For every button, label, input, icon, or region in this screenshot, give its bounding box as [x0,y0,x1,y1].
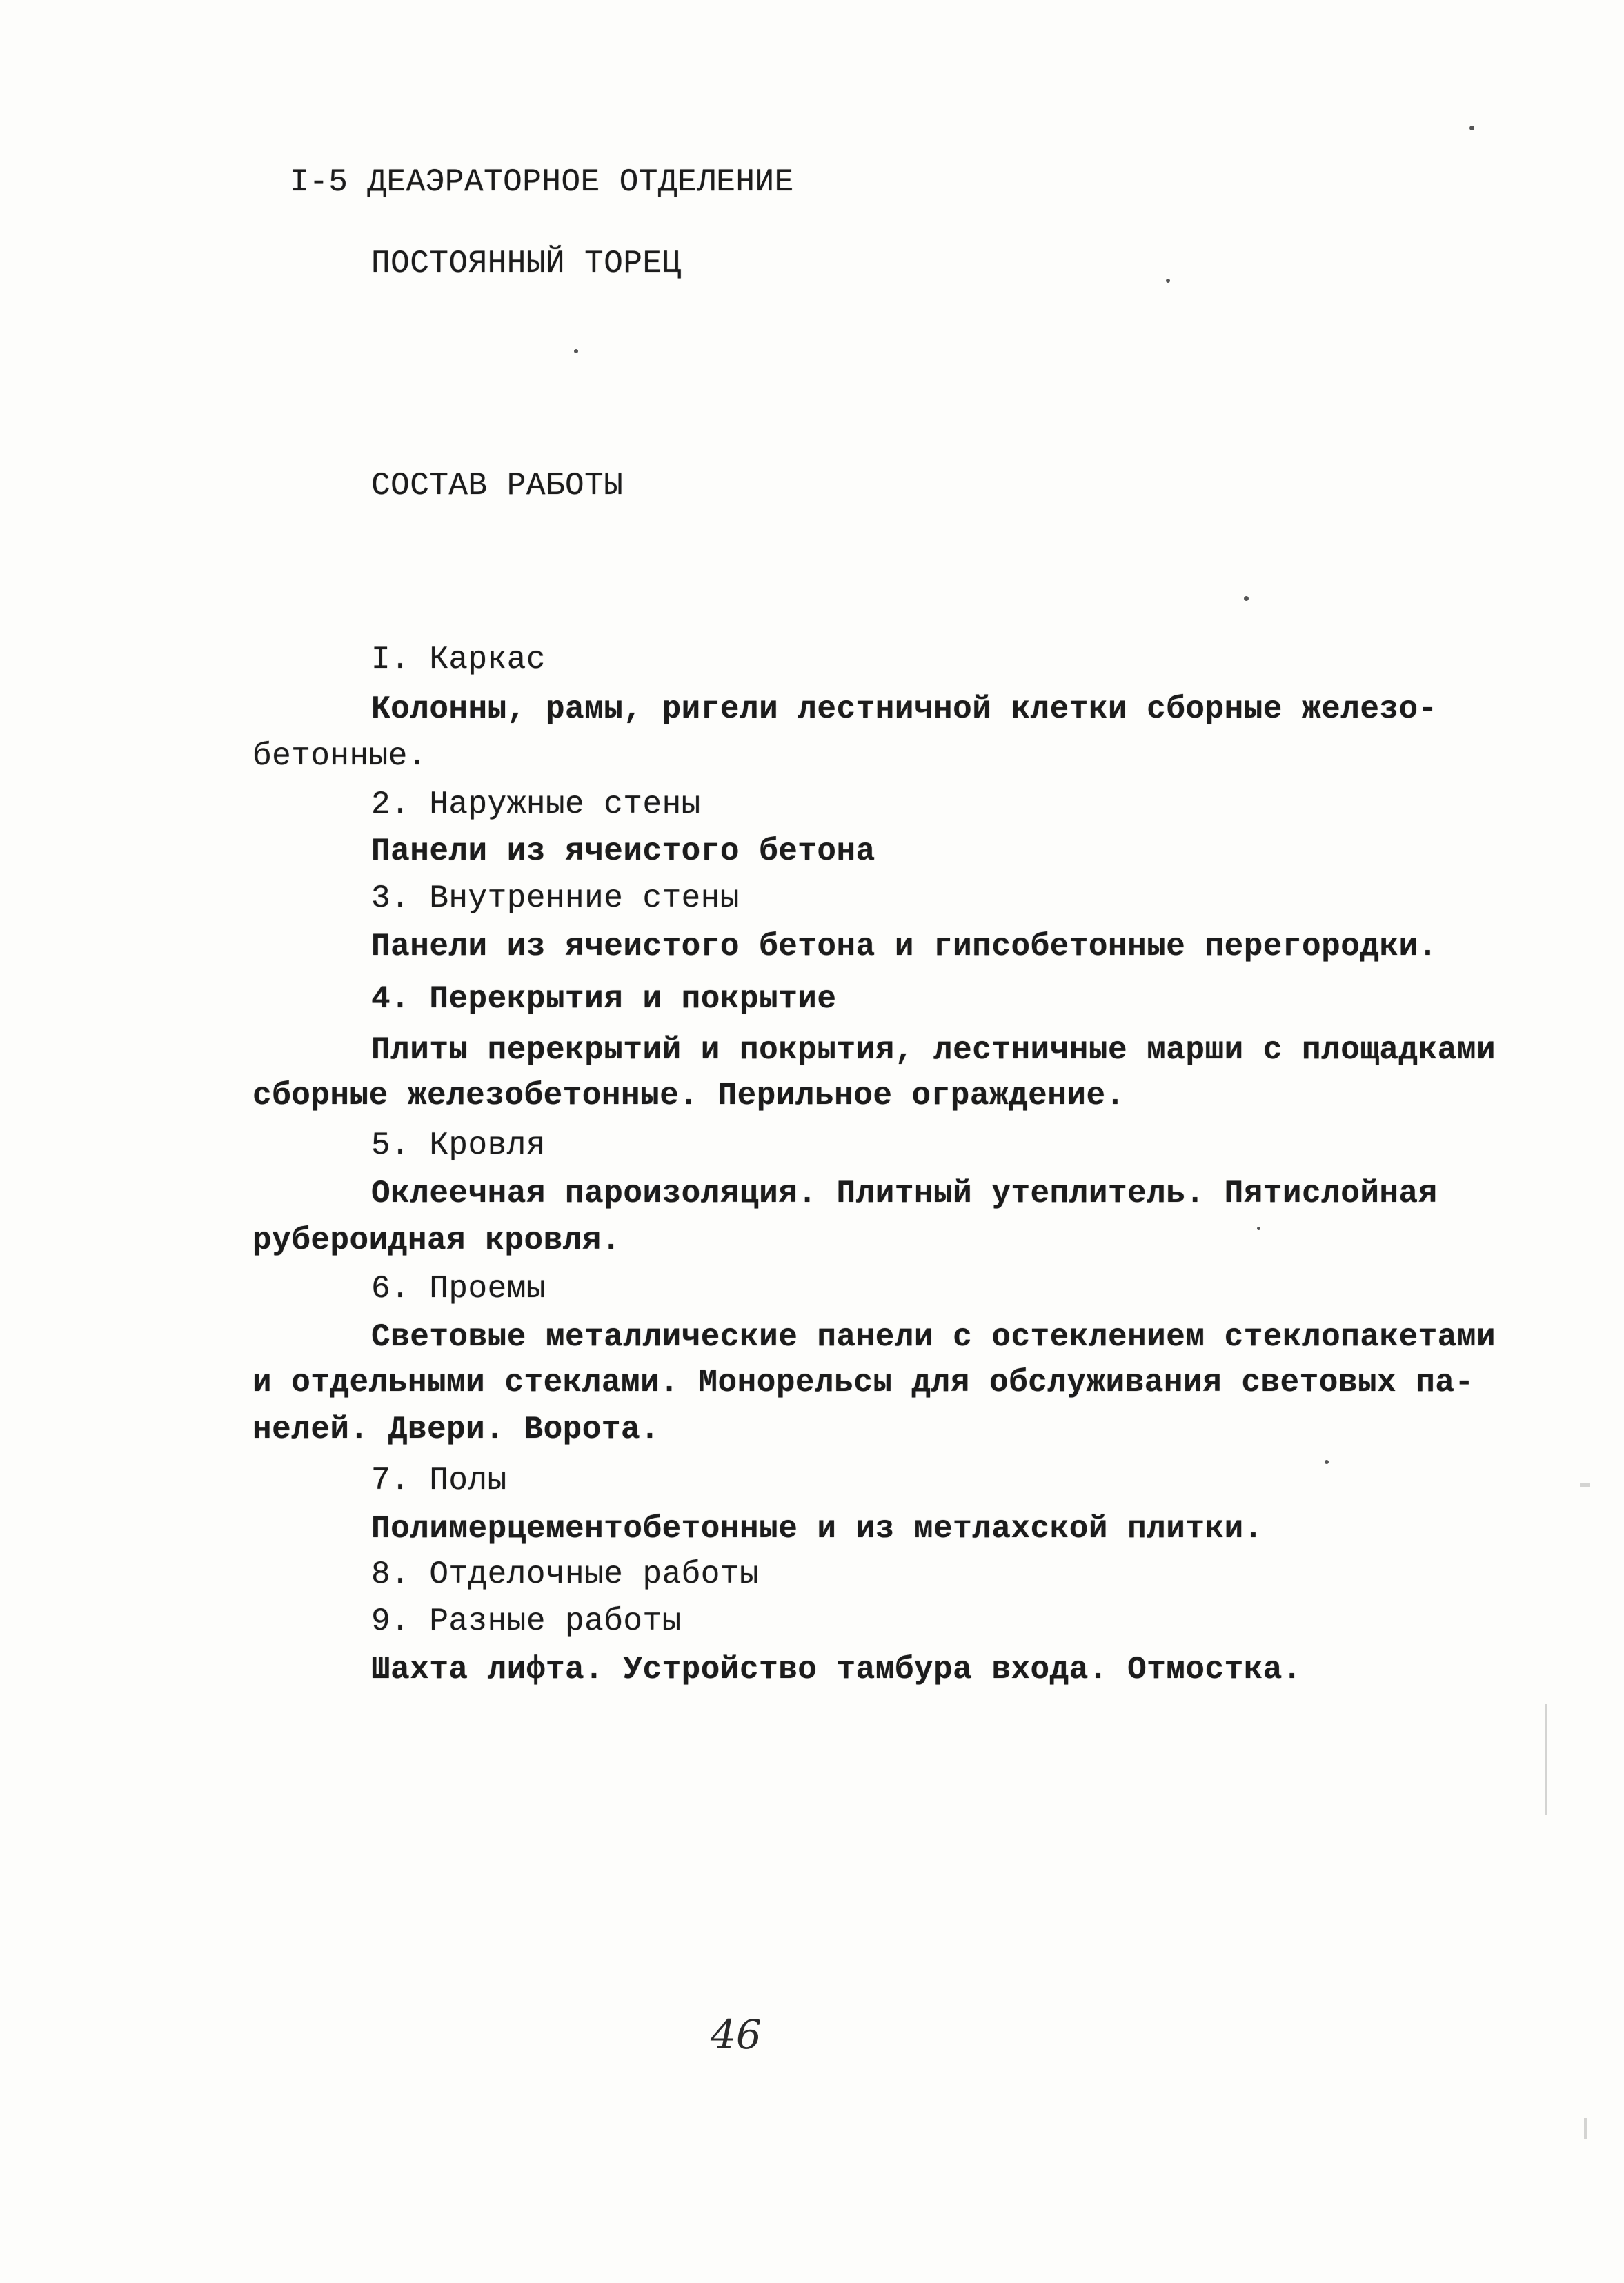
sub-heading: ПОСТОЯННЫЙ ТОРЕЦ [371,246,682,281]
section-heading: I-5 ДЕАЭРАТОРНОЕ ОТДЕЛЕНИЕ [290,164,794,200]
item-3-title: 3. Внутренние стены [371,880,740,916]
item-4-text-line-2: сборные железобетонные. Перильное ограждение. [252,1078,1125,1114]
item-8-title: 8. Отделочные работы [371,1556,760,1592]
item-2-text-line-1: Панели из ячеистого бетона [371,833,875,869]
item-6-text-line-3: нелей. Двери. Ворота. [252,1412,660,1447]
page-number: 46 [711,2011,762,2058]
scan-speck [1166,279,1170,283]
item-2-title: 2. Наружные стены [371,787,701,822]
item-5-title: 5. Кровля [371,1127,546,1163]
item-7-text-line-1: Полимерцементобетонные и из метлахской плитки. [371,1511,1263,1547]
item-5-text-line-1: Оклеечная пароизоляция. Плитный утеплитель. Пятислойная [371,1176,1438,1212]
scan-speck [1257,1227,1260,1230]
item-4-text-line-1: Плиты перекрытий и покрытия, лестничные марши с площадками [371,1032,1496,1068]
item-7-title: 7. Полы [371,1463,507,1499]
item-4-title: 4. Перекрытия и покрытие [371,981,837,1017]
scan-edge-mark [1545,1704,1547,1815]
item-1-text-line-2: бетонные. [252,738,427,774]
composition-heading: СОСТАВ РАБОТЫ [371,468,624,504]
item-1-title: I. Каркас [371,642,546,678]
scan-edge-mark [1580,1483,1590,1487]
item-9-text-line-1: Шахта лифта. Устройство тамбура входа. Отмостка. [371,1652,1303,1688]
item-3-text-line-1: Панели из ячеистого бетона и гипсобетонные перегородки. [371,929,1438,965]
scan-speck [574,349,578,353]
scan-speck [1325,1460,1329,1464]
scan-speck [1469,126,1474,130]
item-6-text-line-1: Световые металлические панели с остеклением стеклопакетами [371,1319,1496,1355]
item-6-text-line-2: и отдельными стеклами. Монорельсы для обслуживания световых па- [252,1365,1474,1401]
scan-speck [1244,596,1249,601]
item-6-title: 6. Проемы [371,1271,546,1307]
item-1-text-line-1: Колонны, рамы, ригели лестничной клетки сборные железо- [371,691,1438,727]
item-5-text-line-2: рубероидная кровля. [252,1223,621,1258]
item-9-title: 9. Разные работы [371,1603,682,1639]
scan-edge-mark [1584,2118,1587,2139]
